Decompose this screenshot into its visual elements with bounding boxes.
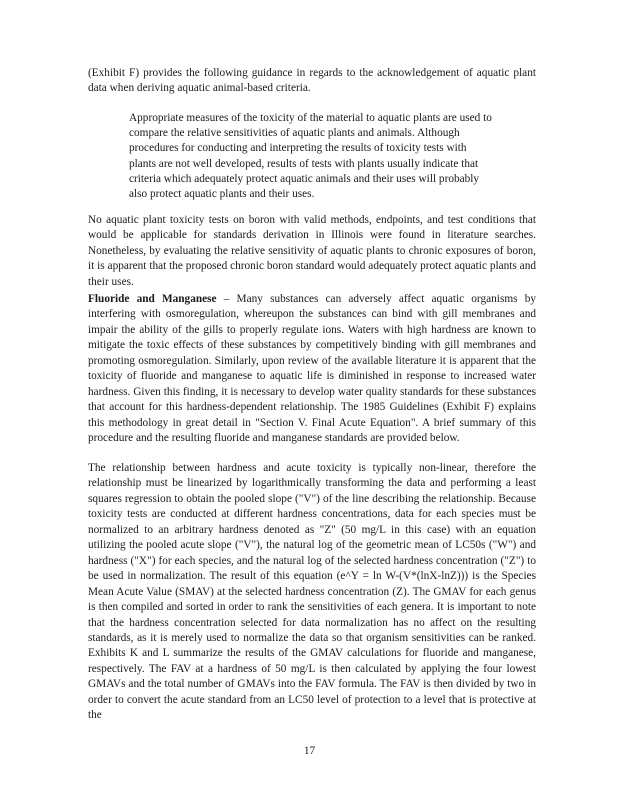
heading-dash: –	[216, 293, 237, 305]
intro-paragraph: (Exhibit F) provides the following guidance in regards to the acknowledgement of aquatic plant data when deriving aquatic animal-based criteria.	[88, 67, 536, 95]
fluoride-body: Many substances can adversely affect aquatic organisms by interfering with osmoregulation, whereupon the substances can bind with gill membranes and impair the ability of the gills to properly regulate ions. Waters with high hardness are known to mitigate the toxic effects of these substances by competitively binding with gill membranes and promoting osmoregulation. Similarly, upon review of the available literature it is apparent that the toxicity of fluoride and manganese to aquatic life is diminished in response to increased water hardness. Given this finding, it is necessary to develop water quality standards for these substances that account for this hardness-dependent relationship. The 1985 Guidelines (Exhibit F) explains this methodology in great detail in "Section V. Final Acute Equation". A brief summary of this procedure and the resulting fluoride and manganese standards are provided below.	[88, 293, 536, 445]
section-heading: Fluoride and Manganese	[88, 293, 217, 305]
block-quote: Appropriate measures of the toxicity of the material to aquatic plants are used to compare the relative sensitivities of aquatic plants and animals. Although procedures for conducting and interpreting the results of toxicity tests with plants are not well developed, results of tests with plants usually indicate that criteria which adequately protect aquatic animals and their uses will probably also protect aquatic plants and their uses.	[129, 112, 492, 201]
page-number: 17	[303, 745, 316, 757]
hardness-relationship-paragraph: The relationship between hardness and acute toxicity is typically non-linear, therefore the relationship must be linearized by logarithmically transforming the data and performing a least squares regression to obtain the pooled slope ("V") of the line describing the relationship. Because toxicity tests are conducted at different hardness concentrations, data for each species must be normalized to an arbitrary hardness denoted as "Z" (50 mg/L in this case) with an equation utilizing the pooled acute slope ("V"), the natural log of the geometric mean of LC50s ("W") and hardness ("X") for each species, and the natural log of the selected hardness concentration ("Z") to be used in normalization. The result of this equation (e^Y = ln W-(V*(lnX-lnZ))) is the Species Mean Acute Value (SMAV) at the selected hardness concentration (Z). The GMAV for each genus is then compiled and sorted in order to rank the sensitivities of each genera. It is important to note that the hardness concentration selected for data normalization has no affect on the resulting standards, as it is merely used to normalize the data so that organism sensitivities can be ranked. Exhibits K and L summarize the results of the GMAV calculations for fluoride and manganese, respectively. The FAV at a hardness of 50 mg/L is then calculated by applying the four lowest GMAVs and the total number of GMAVs into the FAV formula. The FAV is then divided by two in order to convert the acute standard from an LC50 level of protection to a level that is protective at the	[88, 462, 536, 722]
boron-paragraph: No aquatic plant toxicity tests on boron with valid methods, endpoints, and test conditions that would be applicable for standards derivation in Illinois were found in literature searches. Nonetheless, by evaluating the relative sensitivity of aquatic plants to chronic exposures of boron, it is apparent that the proposed chronic boron standard would adequately protect aquatic plants and their uses.	[88, 214, 536, 288]
fluoride-manganese-paragraph	[88, 292, 536, 447]
